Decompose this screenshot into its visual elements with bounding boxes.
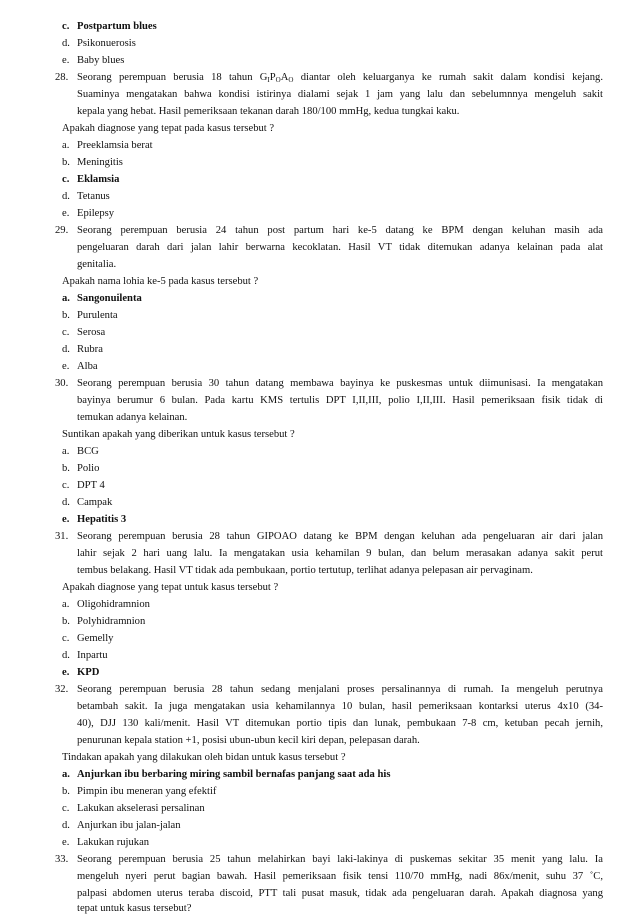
question-32-option-e: e. Lakukan rujukan	[62, 837, 150, 848]
question-28-option-d: d. Tetanus	[62, 191, 110, 202]
question-29-prompt: Apakah nama lohia ke-5 pada kasus tersebut ?	[62, 276, 259, 287]
question-28-line-2: Suaminya mengatakan bahwa kondisi istirinya dialami sejak 1 jam yang lalu dan sebelumnnya mengeluh sakit	[77, 89, 603, 100]
option-text: Postpartum blues	[77, 21, 157, 32]
question-30-option-e-answer: e. Hepatitis 3	[62, 514, 127, 525]
question-28-line-3: kepala yang hebat. Hasil pemeriksaan tekanan darah 180/100 mmHg, kedua tungkai kaku.	[77, 106, 460, 117]
question-33-line-3: palpasi abdomen uterus teraba discoid, PTT tali pusat masuk, tidak ada pengeluaran darah. Apakah diagnosa yang	[77, 888, 603, 899]
question-29-option-d: d. Rubra	[62, 344, 103, 355]
question-31-line-2: lahir sejak 2 hari uang lalu. Ia mengatakan usia kehamilan 9 bulan, dan belum merasakan adanya sakit perut	[77, 548, 603, 559]
option-d-psikonuerosis	[62, 37, 136, 51]
option-text: Psikonuerosis	[77, 38, 136, 49]
question-30-prompt: Suntikan apakah yang diberikan untuk kasus tersebut ?	[62, 429, 295, 440]
option-e-baby-blues	[62, 54, 124, 68]
question-32-option-c: c. Lakukan akselerasi persalinan	[62, 803, 205, 814]
question-32-line-3: 40), DJJ 130 kali/menit. Hasil VT ditemukan portio tipis dan lunak, pembukaan 7-8 cm, ketuban pecah jernih,	[77, 718, 603, 729]
question-31-line-1: Seorang perempuan berusia 28 tahun GIPOAO datang ke BPM dengan keluhan ada pengeluaran air dari jalan	[77, 531, 603, 542]
question-30-number: 30.	[55, 378, 69, 389]
question-28-number: 28.	[55, 72, 69, 83]
question-29-line-2: pengeluaran darah dari jalan lahir berwarna kecoklatan. Hasil VT tidak ditemukan adanya kelainan pada alat	[77, 242, 603, 253]
question-31-option-a: a. Oligohidramnion	[62, 599, 150, 610]
question-30-option-b: b. Polio	[62, 463, 100, 474]
question-28-prompt: Apakah diagnose yang tepat pada kasus tersebut ?	[62, 123, 275, 134]
question-33-line-2: mengeluh nyeri perut bagian bawah. Hasil pemeriksaan fisik tensi 110/70 mmHg, nadi 86x/menit, suhu 37 ˚C,	[77, 871, 603, 882]
question-33-number: 33.	[55, 854, 69, 865]
question-30-option-d: d. Campak	[62, 497, 113, 508]
question-30-option-a: a. BCG	[62, 446, 99, 457]
question-32-line-4: penurunan kepala station +1, posisi ubun-ubun kecil kiri depan, pelepasan darah.	[77, 735, 420, 746]
question-30-line-3: temukan adanya kelainan.	[77, 412, 188, 423]
question-31-option-d: d. Inpartu	[62, 650, 108, 661]
question-29-option-b: b. Purulenta	[62, 310, 118, 321]
option-label: e.	[62, 55, 70, 66]
option-c-postpartum-blues	[62, 20, 157, 34]
question-31-option-e-answer: e. KPD	[62, 667, 100, 678]
question-32-option-b: b. Pimpin ibu meneran yang efektif	[62, 786, 217, 797]
question-31-prompt: Apakah diagnose yang tepat untuk kasus tersebut ?	[62, 582, 279, 593]
option-text: Baby blues	[77, 55, 125, 66]
question-30-line-2: bayinya berumur 6 bulan. Pada kartu KMS tertulis DPT I,II,III, polio I,II,III. Hasil pemeriksaan fisik tidak di	[77, 395, 603, 406]
question-28-option-b: b. Meningitis	[62, 157, 123, 168]
question-31-number: 31.	[55, 531, 69, 542]
question-28-option-c-answer: c. Eklamsia	[62, 174, 120, 185]
question-32-line-2: betambah sakit. Ia juga mengatakan usia kehamilannya 10 bulan, hasil pemeriksaan kontarksi uterus 4x10 (34-	[77, 701, 603, 712]
question-29-option-a-answer: a. Sangonuilenta	[62, 293, 142, 304]
question-29-option-c: c. Serosa	[62, 327, 106, 338]
option-label: d.	[62, 38, 70, 49]
question-32-option-d: d. Anjurkan ibu jalan-jalan	[62, 820, 181, 831]
question-29-option-e: e. Alba	[62, 361, 98, 372]
question-29-line-1: Seorang perempuan berusia 24 tahun post partum hari ke-5 datang ke BPM dengan keluhan masih ada	[77, 225, 603, 236]
question-31-option-c: c. Gemelly	[62, 633, 114, 644]
question-32-prompt: Tindakan apakah yang dilakukan oleh bidan untuk kasus tersebut ?	[62, 752, 346, 763]
question-32-number: 32.	[55, 684, 69, 695]
option-label: c.	[62, 21, 70, 32]
question-28-option-e: e. Epilepsy	[62, 208, 115, 219]
question-33-line-4: tepat untuk kasus tersebut?	[77, 903, 192, 914]
question-28-option-a: a. Preeklamsia berat	[62, 140, 153, 151]
question-31-option-b: b. Polyhidramnion	[62, 616, 146, 627]
question-29-line-3: genitalia.	[77, 259, 117, 270]
question-28-line-1: Seorang perempuan berusia 18 tahun $G_IP_OA_O$ diantar oleh keluarganya ke rumah sakit dalam kondisi kejang.	[77, 72, 603, 84]
question-30-line-1: Seorang perempuan berusia 30 tahun datang membawa bayinya ke puskesmas untuk diimunisasi. Ia mengatakan	[77, 378, 603, 389]
question-30-option-c: c. DPT 4	[62, 480, 105, 491]
question-32-line-1: Seorang perempuan berusia 28 tahun sedang menjalani proses persalinannya di rumah. Ia mengeluh perutnya	[77, 684, 603, 695]
question-29-number: 29.	[55, 225, 69, 236]
question-33-line-1: Seorang perempuan berusia 25 tahun melahirkan bayi laki-lakinya di puskemas sekitar 35 menit yang lalu. Ia	[77, 854, 603, 865]
question-32-option-a-answer: a. Anjurkan ibu berbaring miring sambil bernafas panjang saat ada his	[62, 769, 391, 780]
question-31-line-3: tembus belakang. Hasil VT tidak ada pembukaan, portio tertutup, terlihat adanya pelepasan air pervaginam.	[77, 565, 533, 576]
